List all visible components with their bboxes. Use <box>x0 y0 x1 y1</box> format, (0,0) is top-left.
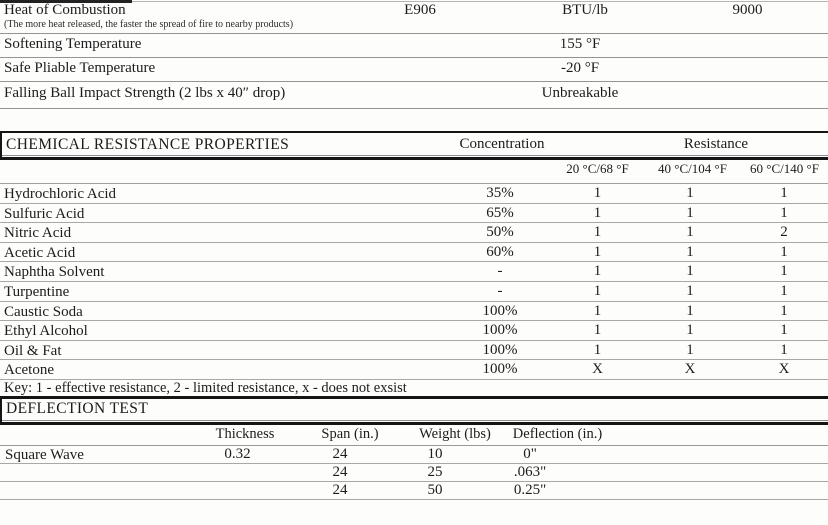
resistance-60c-value: 1 <box>780 282 788 299</box>
resistance-20c-value: 1 <box>593 341 602 358</box>
resistance-40c-value: 1 <box>686 302 694 319</box>
resistance-60c-value: 1 <box>780 243 788 260</box>
concentration-value: 100% <box>482 341 518 358</box>
chemical-resistance-table <box>0 131 828 399</box>
chemical-name: Acetic Acid <box>4 244 76 261</box>
deflection-header: Deflection (in.) <box>512 425 603 442</box>
chemical-name: Sulfuric Acid <box>4 205 85 222</box>
span-header: Span (in.) <box>321 425 379 442</box>
span-value: 24 <box>332 445 348 462</box>
chemical-name: Naphtha Solvent <box>4 264 105 281</box>
concentration-value: - <box>497 282 503 299</box>
resistance-60c-value: 1 <box>780 322 788 339</box>
resistance-60c-value: 1 <box>780 185 788 201</box>
chemical-row-nitric-acid <box>0 223 828 243</box>
resistance-20c-value: 1 <box>593 282 602 299</box>
section-title: CHEMICAL RESISTANCE PROPERTIES <box>6 136 290 153</box>
deflection-row-2 <box>0 464 828 482</box>
result-value: 9000 <box>732 2 763 18</box>
resistance-40c-value: 1 <box>686 263 694 280</box>
chemical-row-oil-and-fat <box>0 341 828 361</box>
concentration-value: 60% <box>486 243 514 260</box>
table-row-safe-pliable-temperature <box>0 58 828 82</box>
concentration-value: 35% <box>486 185 514 201</box>
material-name <box>0 465 5 481</box>
material-name: Square Wave <box>5 446 84 463</box>
deflection-row-3 <box>0 482 828 500</box>
chemical-row-turpentine <box>0 282 828 302</box>
test-method-value: E906 <box>404 2 436 18</box>
deflection-value: 0" <box>523 445 537 462</box>
weight-value: 10 <box>427 445 443 462</box>
concentration-value: 100% <box>482 302 518 319</box>
chemical-row-acetone <box>0 360 828 380</box>
chemical-name: Caustic Soda <box>4 303 83 320</box>
deflection-value: 0.25" <box>513 481 547 498</box>
temp-20c-header: 20 °C/68 °F <box>566 161 629 176</box>
weight-value: 50 <box>427 481 443 498</box>
table-row-falling-ball-impact <box>0 82 828 109</box>
resistance-20c-value: 1 <box>593 185 602 201</box>
resistance-60c-value: 1 <box>780 204 788 221</box>
chemical-row-naphtha-solvent <box>0 262 828 282</box>
span-value: 24 <box>332 481 348 498</box>
resistance-key-legend: Key: 1 - effective resistance, 2 - limited resistance, x - does not exsist <box>0 380 828 399</box>
section-title: DEFLECTION TEST <box>6 399 149 417</box>
resistance-40c-value: 1 <box>686 204 694 221</box>
resistance-20c-value: 1 <box>593 224 602 241</box>
deflection-section-header <box>0 399 828 425</box>
chemical-name: Ethyl Alcohol <box>4 323 88 340</box>
span-value: 24 <box>332 463 348 480</box>
chemical-name: Acetone <box>4 362 54 379</box>
resistance-20c-value: 1 <box>593 263 602 280</box>
row-caption: (The more heat released, the faster the spread of fire to nearby products) <box>4 19 294 30</box>
thickness-header: Thickness <box>215 425 275 442</box>
thickness-value: 0.32 <box>224 445 251 462</box>
concentration-value: 100% <box>482 361 518 378</box>
deflection-value: .063" <box>513 463 547 480</box>
temp-60c-header: 60 °C/140 °F <box>750 161 819 176</box>
weight-value: 25 <box>427 463 443 480</box>
resistance-40c-value: 1 <box>686 185 694 201</box>
result-value: 155 °F <box>559 36 601 52</box>
row-label: Heat of Combustion <box>4 2 126 18</box>
concentration-value: 50% <box>486 224 514 241</box>
temperature-subheader-row <box>0 160 828 184</box>
chemical-name: Turpentine <box>4 283 70 300</box>
chemical-row-acetic-acid <box>0 243 828 263</box>
chemical-row-ethyl-alcohol <box>0 321 828 341</box>
deflection-row-1 <box>0 446 828 464</box>
concentration-value: 65% <box>486 204 514 221</box>
row-label: Safe Pliable Temperature <box>4 60 156 76</box>
resistance-20c-value: 1 <box>593 243 602 260</box>
chemical-row-hydrochloric-acid <box>0 184 828 204</box>
temp-40c-header: 40 °C/104 °F <box>658 161 727 176</box>
resistance-40c-value: X <box>684 361 696 378</box>
chemical-name: Hydrochloric Acid <box>4 186 117 202</box>
table-row-softening-temperature <box>0 34 828 58</box>
resistance-40c-value: 1 <box>686 322 694 339</box>
concentration-column-header: Concentration <box>459 136 545 152</box>
deflection-header-row <box>0 425 828 446</box>
table-row-heat-of-combustion <box>0 0 828 34</box>
resistance-40c-value: 1 <box>686 224 694 241</box>
resistance-20c-value: 1 <box>593 322 602 339</box>
resistance-column-header: Resistance <box>683 136 749 152</box>
row-label: Falling Ball Impact Strength (2 lbs x 40″ drop) <box>4 85 286 101</box>
weight-header: Weight (lbs) <box>419 425 491 442</box>
chemical-row-caustic-soda <box>0 302 828 322</box>
resistance-40c-value: 1 <box>686 243 694 260</box>
concentration-value: 100% <box>482 322 518 339</box>
section-gap <box>0 109 828 131</box>
row-label: Softening Temperature <box>4 36 142 52</box>
resistance-40c-value: 1 <box>686 282 694 299</box>
chemical-name: Oil & Fat <box>4 342 62 359</box>
resistance-60c-value: X <box>778 361 790 378</box>
resistance-60c-value: 1 <box>780 263 788 280</box>
material-name <box>0 483 5 499</box>
chemical-section-header <box>0 131 828 160</box>
resistance-20c-value: 1 <box>593 204 602 221</box>
chemical-name: Nitric Acid <box>4 225 72 242</box>
result-value: -20 °F <box>560 60 600 76</box>
resistance-20c-value: 1 <box>593 302 602 319</box>
resistance-60c-value: 2 <box>780 224 788 241</box>
resistance-20c-value: X <box>592 361 603 378</box>
resistance-40c-value: 1 <box>686 341 694 358</box>
resistance-60c-value: 1 <box>780 341 788 358</box>
resistance-60c-value: 1 <box>780 302 788 319</box>
result-value: Unbreakable <box>541 85 619 101</box>
unit-value: BTU/lb <box>562 2 608 18</box>
deflection-test-table <box>0 399 828 500</box>
physical-properties-table <box>0 0 828 109</box>
concentration-value: - <box>497 263 503 280</box>
chemical-row-sulfuric-acid <box>0 204 828 224</box>
